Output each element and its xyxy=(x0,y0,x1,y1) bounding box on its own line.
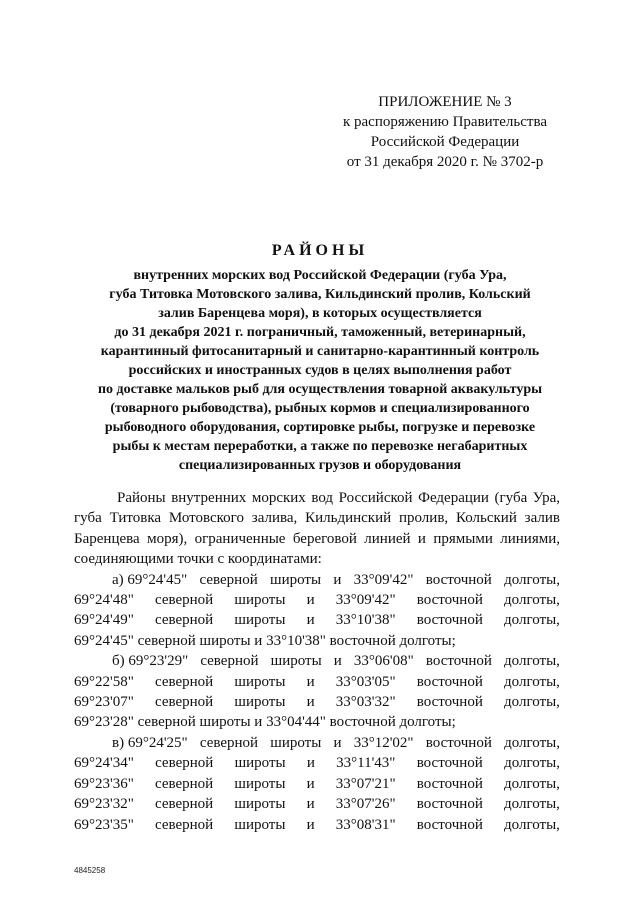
coordinate-cell: 33°03'32" xyxy=(335,694,396,711)
intro-paragraph: Районы внутренних морских вод Российской Федерации (губа Ура, губа Титовка Мотовского залива, Кильдинский пролив, Кольский залив Баренцева моря), ограниченные береговой линией и прямыми линиями, соединяющими точки с координатами: xyxy=(74,490,560,568)
coordinate-cell: долготы, xyxy=(504,775,560,792)
coordinate-cell: северной xyxy=(155,816,214,833)
coordinate-cell: 33°10'38" xyxy=(335,612,396,629)
coordinate-cell: долготы, xyxy=(504,755,560,772)
coordinate-row xyxy=(74,815,560,835)
coordinate-cell: долготы, xyxy=(504,694,560,711)
subtitle-line: специализированных грузов и оборудования xyxy=(178,458,462,473)
coordinate-cell: широты xyxy=(270,653,322,670)
coordinate-cell: 33°08'31" xyxy=(335,816,396,833)
coordinate-cell: широты xyxy=(234,816,286,833)
coordinate-cell: северной xyxy=(155,796,214,813)
coordinate-cell: восточной xyxy=(416,673,483,690)
coordinate-row xyxy=(74,610,560,630)
coordinate-cell: восточной xyxy=(416,796,483,813)
coordinate-text: 69°24'45" северной широты и 33°10'38" восточной долготы; xyxy=(74,632,456,649)
coordinate-cell: и xyxy=(306,612,315,629)
coordinate-row xyxy=(74,672,560,692)
coordinate-row xyxy=(74,570,560,590)
coordinate-cell: долготы, xyxy=(504,673,560,690)
coordinate-cell: 33°06'08" xyxy=(353,653,414,670)
coordinate-row xyxy=(74,794,560,814)
coordinate-cell: широты xyxy=(234,694,286,711)
document-id: 4845258 xyxy=(74,866,106,875)
coordinate-text: 69°23'28" северной широты и 33°04'44" восточной долготы; xyxy=(74,714,456,731)
coordinate-cell: северной xyxy=(200,653,259,670)
coordinate-cell: восточной xyxy=(416,816,483,833)
coordinate-cell: восточной xyxy=(416,592,483,609)
appendix-header xyxy=(330,92,560,172)
coordinate-cell: широты xyxy=(234,592,286,609)
subtitle-line: залив Баренцева моря), в которых осуществляется xyxy=(158,306,482,321)
coordinate-cell: северной xyxy=(199,571,258,588)
coordinate-cell: и xyxy=(333,653,342,670)
coordinate-cell: 69°23'36" xyxy=(74,775,134,792)
subtitle-line: рыбы к местам переработки, а также по перевозке негабаритных xyxy=(112,439,528,454)
coordinate-cell: и xyxy=(333,571,342,588)
coordinate-cell: 33°12'02" xyxy=(353,734,414,751)
coordinate-cell: 69°24'49" xyxy=(74,612,134,629)
coordinate-cell: 69°22'58" xyxy=(74,673,134,690)
coordinate-cell: 33°07'21" xyxy=(335,775,396,792)
coordinate-cell: северной xyxy=(155,592,214,609)
coordinate-cell: а) 69°24'45" xyxy=(112,571,188,588)
coordinate-cell: широты xyxy=(270,734,322,751)
coordinate-cell: северной xyxy=(199,734,259,751)
coordinate-row xyxy=(74,631,560,651)
coordinate-cell: 33°09'42" xyxy=(353,571,414,588)
coordinate-cell: 69°23'07" xyxy=(74,694,134,711)
coordinate-row xyxy=(74,774,560,794)
coordinate-cell: долготы, xyxy=(504,592,560,609)
coordinate-cell: и xyxy=(306,796,315,813)
coordinate-row xyxy=(74,712,560,732)
coordinate-cell: долготы, xyxy=(504,653,560,670)
appendix-date: от 31 декабря 2020 г. № 3702-р xyxy=(346,154,544,170)
coordinate-cell: в) 69°24'25" xyxy=(112,734,188,751)
coordinate-cell: северной xyxy=(155,612,214,629)
coordinate-cell: 69°24'34" xyxy=(74,755,134,772)
coordinate-cell: восточной xyxy=(425,571,492,588)
coordinate-cell: восточной xyxy=(425,734,492,751)
coordinate-cell: и xyxy=(306,816,315,833)
coordinate-cell: долготы, xyxy=(504,612,560,629)
appendix-reference: к распоряжению Правительства xyxy=(342,114,547,130)
coordinate-cell: б) 69°23'29" xyxy=(112,653,189,670)
coordinate-row xyxy=(74,692,560,712)
coordinate-cell: широты xyxy=(234,755,286,772)
coordinate-cell: и xyxy=(306,592,315,609)
coordinate-cell: северной xyxy=(155,775,214,792)
coordinate-cell: долготы, xyxy=(504,734,560,751)
subtitle-line: российских и иностранных судов в целях выполнения работ xyxy=(128,363,512,378)
coordinate-row xyxy=(74,733,560,753)
coordinate-row xyxy=(74,753,560,773)
coordinate-cell: 69°24'48" xyxy=(74,592,134,609)
coordinate-cell: восточной xyxy=(425,653,492,670)
subtitle-line: губа Титовка Мотовского залива, Кильдинский пролив, Кольский xyxy=(109,287,531,302)
subtitle-line: карантинный фитосанитарный и санитарно-карантинный контроль xyxy=(100,344,540,359)
coordinate-cell: 69°23'32" xyxy=(74,796,134,813)
coordinate-cell: широты xyxy=(270,571,322,588)
coordinate-row xyxy=(74,590,560,610)
subtitle-line: рыбоводного оборудования, сортировке рыбы, погрузке и перевозке xyxy=(104,420,536,435)
coordinate-cell: и xyxy=(306,775,315,792)
coordinate-cell: широты xyxy=(234,673,286,690)
coordinate-cell: северной xyxy=(155,673,214,690)
coordinate-cell: широты xyxy=(234,775,286,792)
document-body xyxy=(74,488,560,835)
appendix-government: Российской Федерации xyxy=(370,134,520,150)
subtitle-line: внутренних морских вод Российской Федерации (губа Ура, xyxy=(133,268,507,283)
document-subtitle xyxy=(70,266,570,475)
document-title: РАЙОНЫ xyxy=(271,242,369,259)
coordinate-cell: северной xyxy=(155,694,214,711)
coordinate-row xyxy=(74,651,560,671)
coordinate-cell: широты xyxy=(234,612,286,629)
coordinate-cell: 33°09'42" xyxy=(335,592,396,609)
coordinate-cell: широты xyxy=(234,796,286,813)
coordinate-cell: долготы, xyxy=(504,796,560,813)
appendix-number: ПРИЛОЖЕНИЕ № 3 xyxy=(378,94,512,110)
coordinates-list xyxy=(74,570,560,835)
subtitle-line: по доставке мальков рыб для осуществления товарной аквакультуры xyxy=(97,382,543,397)
coordinate-cell: долготы, xyxy=(504,816,560,833)
coordinate-cell: 33°03'05" xyxy=(335,673,396,690)
subtitle-line: (товарного рыбоводства), рыбных кормов и специализированного xyxy=(110,401,530,416)
coordinate-cell: 69°23'35" xyxy=(74,816,134,833)
coordinate-cell: и xyxy=(306,694,315,711)
coordinate-cell: восточной xyxy=(416,775,483,792)
coordinate-cell: восточной xyxy=(416,612,483,629)
coordinate-cell: 33°07'26" xyxy=(335,796,396,813)
coordinate-cell: и xyxy=(306,755,315,772)
coordinate-cell: северной xyxy=(155,755,214,772)
subtitle-line: до 31 декабря 2021 г. пограничный, таможенный, ветеринарный, xyxy=(114,325,526,340)
coordinate-cell: и xyxy=(333,734,342,751)
coordinate-cell: долготы, xyxy=(504,571,560,588)
coordinate-cell: 33°11'43" xyxy=(336,755,396,772)
coordinate-cell: и xyxy=(306,673,315,690)
coordinate-cell: восточной xyxy=(416,755,483,772)
coordinate-cell: восточной xyxy=(416,694,483,711)
